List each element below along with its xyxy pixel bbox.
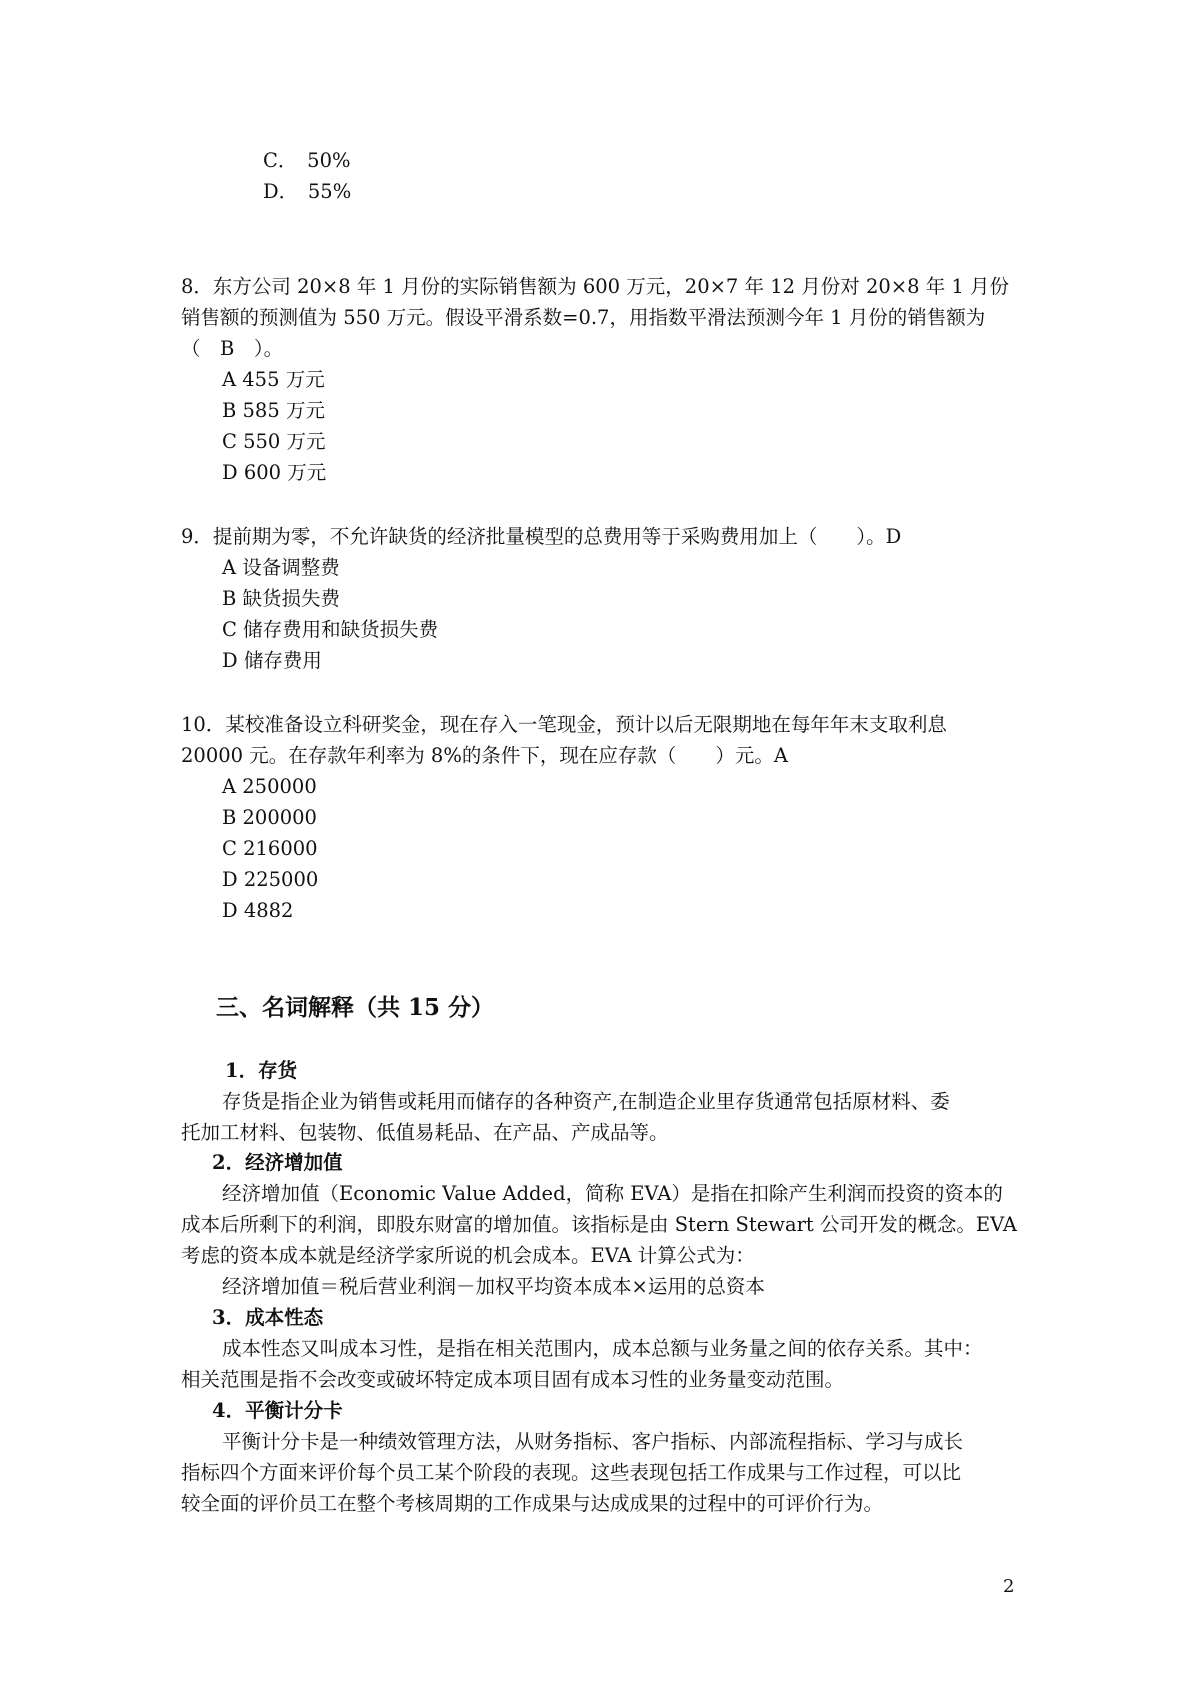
option-d: D． 55% [263,180,352,203]
term-1-line-1: 存货是指企业为销售或耗用而储存的各种资产,在制造企业里存货通常包括原材料、委 [222,1090,950,1113]
term-2-line-1: 经济增加值（Economic Value Added，简称 EVA）是指在扣除产生利润而投资的资本的 [222,1182,1003,1205]
question-10-line-1: 10．某校准备设立科研奖金，现在存入一笔现金，预计以后无限期地在每年年末支取利息 [181,713,947,736]
section-heading: 三、名词解释（共 15 分） [216,994,495,1021]
option-c: C． 50% [263,149,351,172]
term-3-line-2: 相关范围是指不会改变或破坏特定成本项目固有成本习性的业务量变动范围。 [181,1368,845,1391]
q8-option-a: A 455 万元 [222,368,325,391]
term-1-line-2: 托加工材料、包装物、低值易耗品、在产品、产成品等。 [181,1121,669,1144]
q10-option-d: D 225000 [222,868,319,891]
term-3-title: 3．成本性态 [212,1306,324,1329]
q8-option-d: D 600 万元 [222,461,327,484]
question-9-line-1: 9．提前期为零，不允许缺货的经济批量模型的总费用等于采购费用加上（ ）。D [181,525,902,548]
q9-option-c: C 储存费用和缺货损失费 [222,618,439,641]
q10-option-d2: D 4882 [222,899,294,922]
q8-option-b: B 585 万元 [222,399,325,422]
term-2-line-2: 成本后所剩下的利润，即股东财富的增加值。该指标是由 Stern Stewart 公司开发的概念。EVA [181,1213,1017,1236]
q9-option-b: B 缺货损失费 [222,587,341,610]
q9-option-a: A 设备调整费 [222,556,340,579]
question-8-line-1: 8．东方公司 20×8 年 1 月份的实际销售额为 600 万元，20×7 年 12 月份对 20×8 年 1 月份 [181,275,1010,298]
term-2-formula: 经济增加值＝税后营业利润－加权平均资本成本×运用的总资本 [222,1275,765,1298]
q8-option-c: C 550 万元 [222,430,326,453]
term-4-title: 4．平衡计分卡 [212,1399,343,1422]
q10-option-c: C 216000 [222,837,318,860]
question-8-line-2: 销售额的预测值为 550 万元。假设平滑系数=0.7，用指数平滑法预测今年 1 月份的销售额为 [181,306,986,329]
term-3-line-1: 成本性态又叫成本习性，是指在相关范围内，成本总额与业务量之间的依存关系。其中： [222,1337,983,1360]
q9-option-d: D 储存费用 [222,649,322,672]
q10-option-a: A 250000 [222,775,317,798]
q10-option-b: B 200000 [222,806,317,829]
question-10-line-2: 20000 元。在存款年利率为 8%的条件下，现在应存款（ ）元。A [181,744,788,767]
term-2-line-3: 考虑的资本成本就是经济学家所说的机会成本。EVA 计算公式为： [181,1244,755,1267]
page-number: 2 [1003,1576,1015,1597]
question-8-line-3: （ B ）。 [181,337,284,360]
term-4-line-3: 较全面的评价员工在整个考核周期的工作成果与达成成果的过程中的可评价行为。 [181,1492,884,1515]
term-4-line-2: 指标四个方面来评价每个员工某个阶段的表现。这些表现包括工作成果与工作过程，可以比 [181,1461,962,1484]
term-1-title: 1．存货 [225,1059,298,1082]
term-2-title: 2．经济增加值 [212,1151,343,1174]
term-4-line-1: 平衡计分卡是一种绩效管理方法，从财务指标、客户指标、内部流程指标、学习与成长 [222,1430,964,1453]
